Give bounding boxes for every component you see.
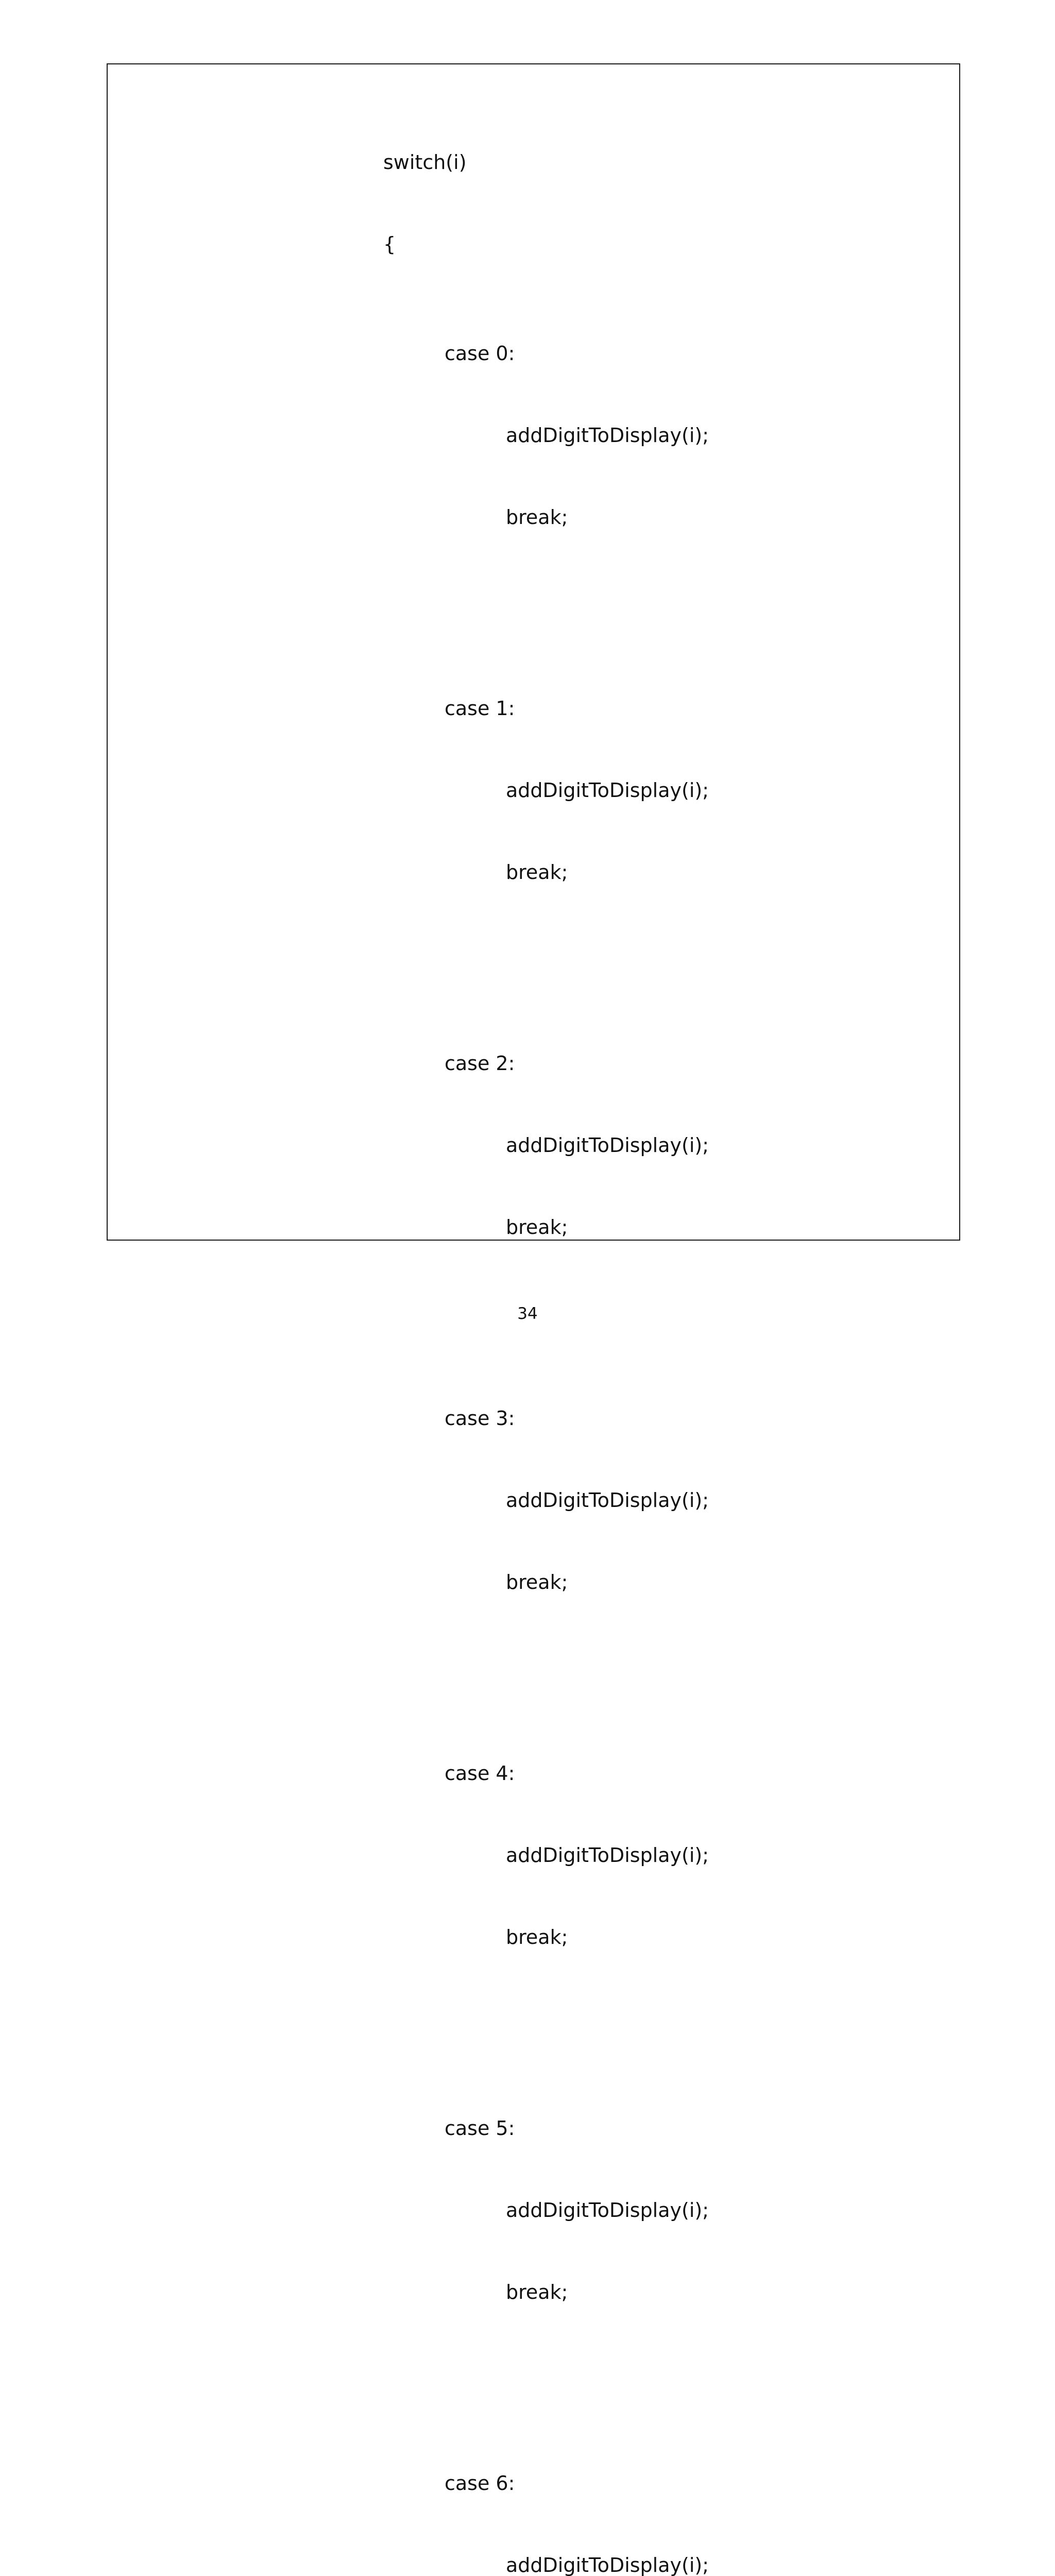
case-label: case 0:	[445, 342, 515, 365]
page-number: 34	[517, 1304, 538, 1323]
case-statement: addDigitToDisplay(i);	[506, 424, 709, 447]
blank-line	[383, 2006, 709, 2033]
case-statement: addDigitToDisplay(i);	[506, 1134, 709, 1157]
break-statement: break;	[506, 1216, 568, 1239]
blank-line	[383, 586, 709, 613]
case-label: case 2:	[445, 1052, 515, 1075]
code-block	[383, 94, 709, 2576]
break-statement: break;	[506, 1926, 568, 1948]
case-label: case 3:	[445, 1407, 515, 1430]
case-statement: addDigitToDisplay(i);	[506, 2554, 709, 2576]
blank-line	[383, 1651, 709, 1678]
switch-statement: switch(i)	[383, 151, 467, 174]
break-statement: break;	[506, 1571, 568, 1594]
break-statement: break;	[506, 506, 568, 529]
break-statement: break;	[506, 2281, 568, 2303]
case-statement: addDigitToDisplay(i);	[506, 1844, 709, 1867]
blank-line	[383, 941, 709, 968]
case-label: case 6:	[445, 2472, 515, 2495]
case-statement: addDigitToDisplay(i);	[506, 2199, 709, 2222]
case-statement: addDigitToDisplay(i);	[506, 1489, 709, 1512]
case-label: case 4:	[445, 1762, 515, 1785]
open-brace: {	[383, 233, 396, 256]
break-statement: break;	[506, 861, 568, 884]
case-label: case 1:	[445, 697, 515, 720]
case-label: case 5:	[445, 2117, 515, 2140]
case-statement: addDigitToDisplay(i);	[506, 779, 709, 802]
blank-line	[383, 2361, 709, 2388]
